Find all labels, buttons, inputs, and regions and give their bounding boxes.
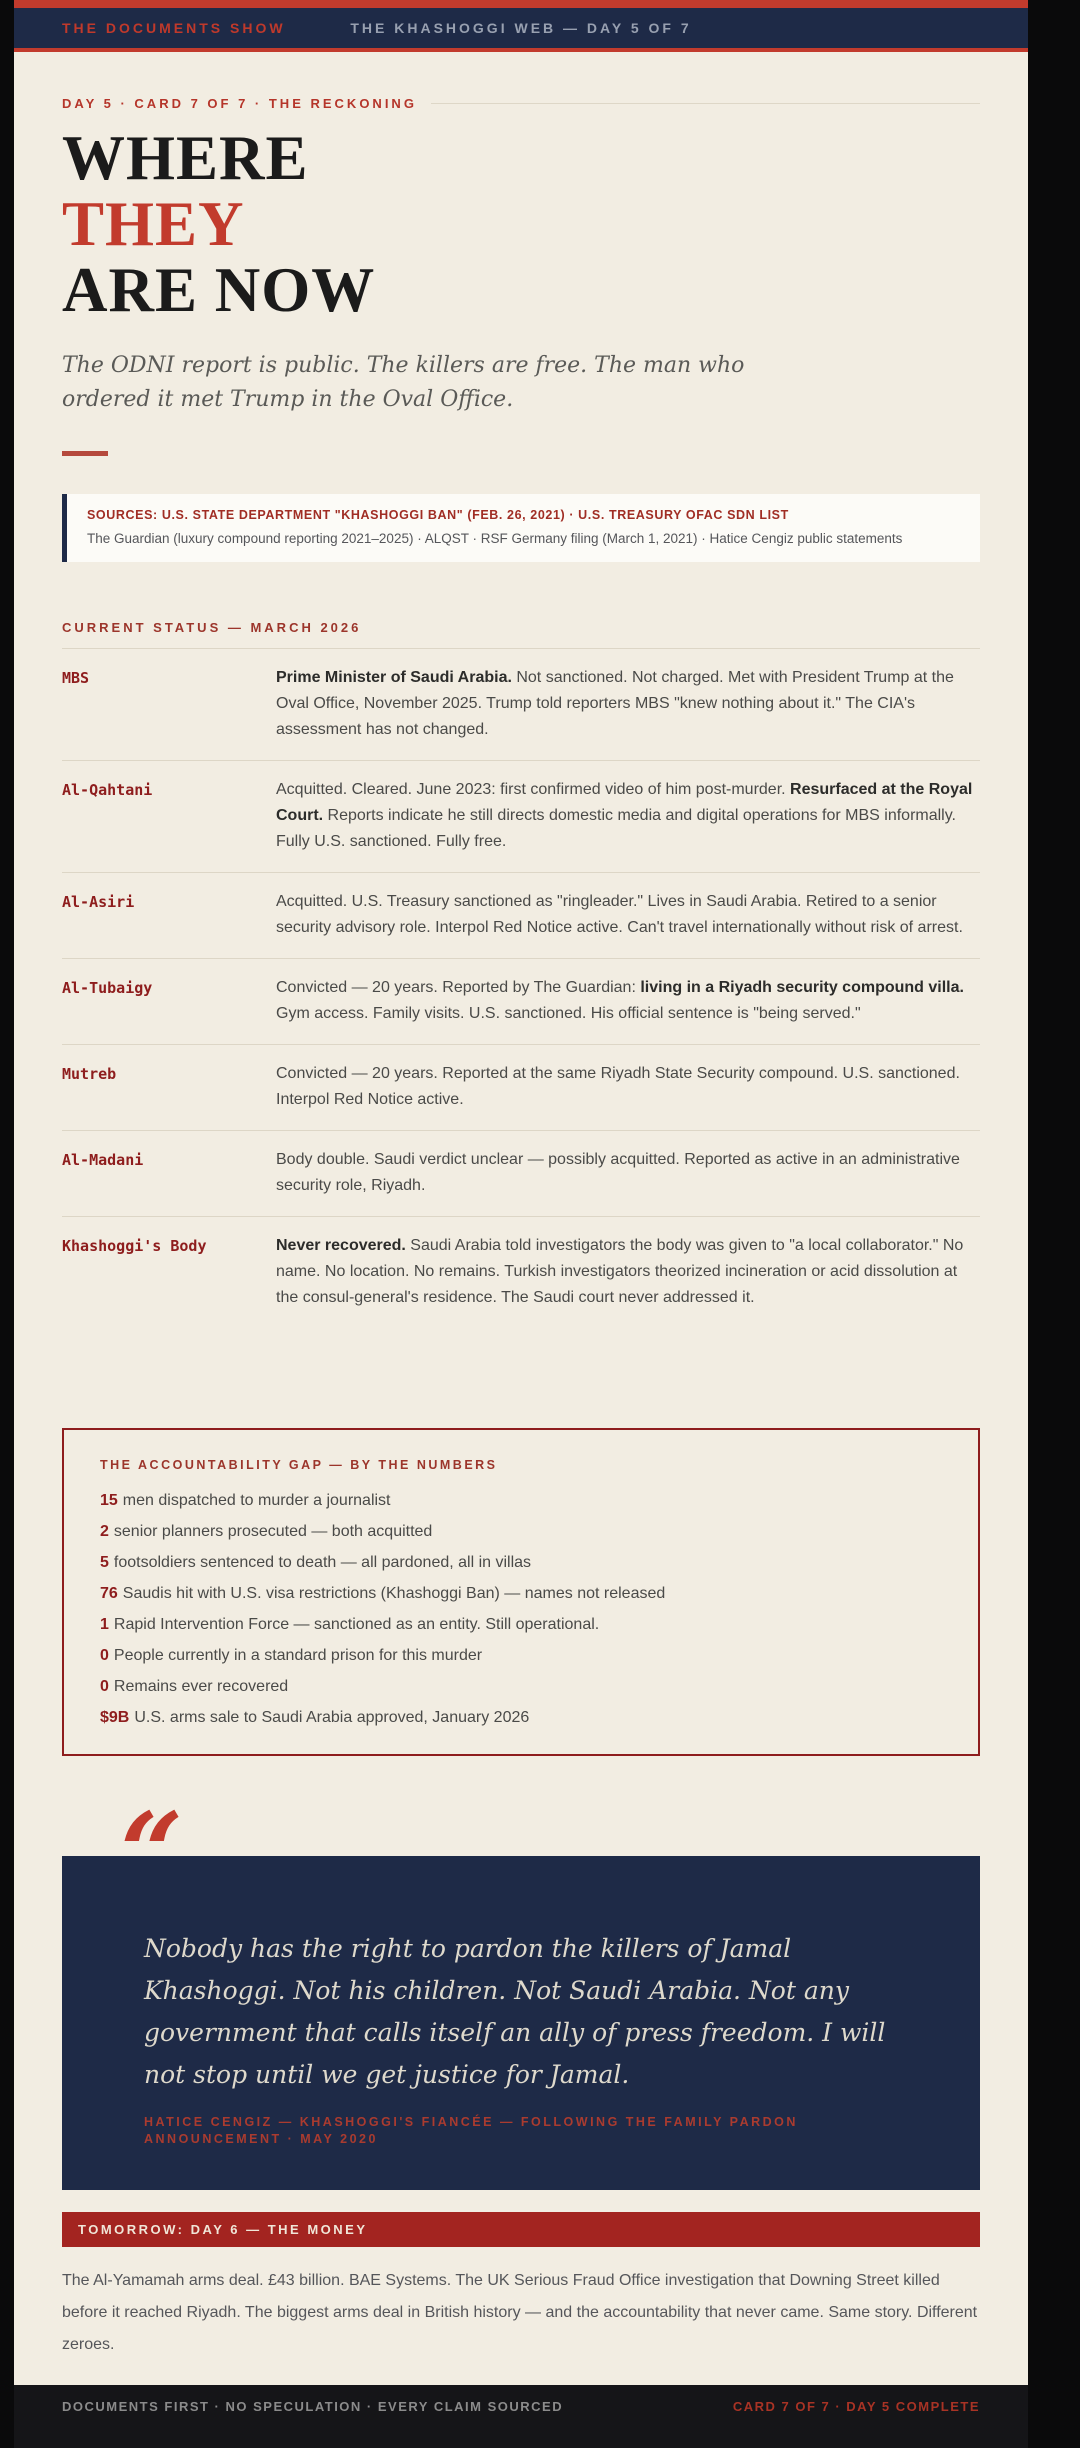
quote-icon: “ bbox=[120, 1788, 184, 1918]
status-row-name: Al-Qahtani bbox=[62, 781, 153, 800]
status-row-name: MBS bbox=[62, 669, 90, 688]
stat-line bbox=[100, 1615, 942, 1635]
card-content bbox=[14, 52, 1028, 2385]
pull-quote bbox=[62, 1788, 980, 2190]
stat-line bbox=[100, 1553, 942, 1573]
stat-text: footsoldiers sentenced to death — all pardoned, all in villas bbox=[113, 1554, 532, 1572]
accent-rule bbox=[62, 451, 108, 456]
stat-value: 15 bbox=[100, 1492, 118, 1510]
title-line-3: ARE NOW bbox=[62, 255, 376, 326]
stat-line bbox=[100, 1677, 942, 1697]
status-row-description: Never recovered. Saudi Arabia told investigators the body was given to "a local collaborator." No name. No location. No remains. Turkish investigators theorized incineration or acid dissolution at the consul-general's residence. The Saudi court never addressed it. bbox=[276, 1237, 964, 1307]
tomorrow-banner: TOMORROW: DAY 6 — THE MONEY bbox=[62, 2212, 980, 2247]
stat-text: senior planners prosecuted — both acquitted bbox=[113, 1523, 433, 1541]
status-row bbox=[62, 760, 980, 872]
sources-primary: SOURCES: U.S. STATE DEPARTMENT "KHASHOGGI BAN" (FEB. 26, 2021) · U.S. TREASURY OFAC SDN LIST bbox=[87, 508, 789, 523]
stat-text: Remains ever recovered bbox=[113, 1678, 289, 1696]
footer-motto: DOCUMENTS FIRST · NO SPECULATION · EVERY CLAIM SOURCED bbox=[62, 2399, 564, 2415]
eyebrow-label: DAY 5 · CARD 7 OF 7 · THE RECKONING bbox=[62, 96, 417, 111]
stat-text: U.S. arms sale to Saudi Arabia approved, January 2026 bbox=[134, 1709, 530, 1727]
brand-label: THE DOCUMENTS SHOW bbox=[62, 20, 286, 36]
stat-line bbox=[100, 1708, 942, 1728]
eyebrow-divider bbox=[431, 103, 980, 104]
status-row-name: Al-Madani bbox=[62, 1151, 144, 1170]
status-row bbox=[62, 1216, 980, 1328]
tomorrow-teaser: The Al-Yamamah arms deal. £43 billion. BAE Systems. The UK Serious Fraud Office investigation that Downing Street killed before it reached Riyadh. The biggest arms deal in British history — and the accountability that never came. Same story. Different zeroes. bbox=[62, 2272, 978, 2354]
stat-line bbox=[100, 1584, 942, 1604]
title-line-2: THEY bbox=[62, 189, 245, 260]
status-section-label: CURRENT STATUS — MARCH 2026 bbox=[62, 620, 980, 649]
status-row-description: Convicted — 20 years. Reported at the same Riyadh State Security compound. U.S. sanctioned. Interpol Red Notice active. bbox=[276, 1065, 960, 1109]
accountability-box bbox=[62, 1428, 980, 1756]
accountability-list bbox=[100, 1491, 942, 1728]
stat-text: men dispatched to murder a journalist bbox=[122, 1492, 391, 1510]
status-row-description: Convicted — 20 years. Reported by The Guardian: living in a Riyadh security compound villa. Gym access. Family visits. U.S. sanctioned. His official sentence is "being served." bbox=[276, 979, 964, 1023]
status-row-description: Acquitted. Cleared. June 2023: first confirmed video of him post-murder. Resurfaced at the Royal Court. Reports indicate he still directs domestic media and digital operations for MBS informally. Fully U.S. sanctioned. Fully free. bbox=[276, 781, 973, 851]
eyebrow bbox=[62, 96, 980, 111]
status-row-description: Prime Minister of Saudi Arabia. Not sanctioned. Not charged. Met with President Trump at the Oval Office, November 2025. Trump told reporters MBS "knew nothing about it." The CIA's assessment has not changed. bbox=[276, 669, 954, 739]
stat-line bbox=[100, 1491, 942, 1511]
stat-value: 5 bbox=[100, 1554, 109, 1572]
footer bbox=[14, 2385, 1028, 2448]
status-row-name: Khashoggi's Body bbox=[62, 1237, 207, 1256]
status-row-name: Mutreb bbox=[62, 1065, 117, 1084]
stat-value: 0 bbox=[100, 1678, 109, 1696]
quote-text: Nobody has the right to pardon the killers of Jamal Khashoggi. Not his children. Not Saudi Arabia. Not any government that calls itself an ally of press freedom. I will not stop until we get justice for Jamal. bbox=[144, 1934, 886, 2090]
subtitle: The ODNI report is public. The killers are free. The man who ordered it met Trump in the Oval Office. bbox=[62, 353, 745, 413]
quote-attribution: HATICE CENGIZ — KHASHOGGI'S FIANCÉE — FOLLOWING THE FAMILY PARDON ANNOUNCEMENT · MAY 2020 bbox=[144, 2115, 798, 2147]
stat-value: 0 bbox=[100, 1647, 109, 1665]
status-row-name: Al-Asiri bbox=[62, 893, 135, 912]
status-row-description: Acquitted. U.S. Treasury sanctioned as "ringleader." Lives in Saudi Arabia. Retired to a senior security advisory role. Interpol Red Notice active. Can't travel internationally without risk of arrest. bbox=[276, 893, 963, 937]
status-row bbox=[62, 1130, 980, 1216]
stat-value: 2 bbox=[100, 1523, 109, 1541]
status-row bbox=[62, 1044, 980, 1130]
title-line-1: WHERE bbox=[62, 123, 309, 193]
stat-text: People currently in a standard prison for this murder bbox=[113, 1647, 483, 1665]
stat-text: Saudis hit with U.S. visa restrictions (Khashoggi Ban) — names not released bbox=[122, 1585, 666, 1603]
status-row-name: Al-Tubaigy bbox=[62, 979, 153, 998]
stat-value: $9B bbox=[100, 1709, 130, 1727]
stat-text: Rapid Intervention Force — sanctioned as an entity. Still operational. bbox=[113, 1616, 600, 1634]
status-row bbox=[62, 872, 980, 958]
footer-progress: CARD 7 OF 7 · DAY 5 COMPLETE bbox=[732, 2399, 980, 2415]
status-table bbox=[62, 649, 980, 1328]
page bbox=[14, 0, 1028, 2448]
status-row bbox=[62, 958, 980, 1044]
stat-line bbox=[100, 1646, 942, 1666]
sources-secondary: The Guardian (luxury compound reporting 2021–2025) · ALQST · RSF Germany filing (March 1, 2021) · Hatice Cengiz public statements bbox=[87, 531, 903, 547]
series-title: THE KHASHOGGI WEB — DAY 5 OF 7 bbox=[350, 20, 692, 36]
status-row bbox=[62, 649, 980, 760]
stat-line bbox=[100, 1522, 942, 1542]
accountability-title: THE ACCOUNTABILITY GAP — BY THE NUMBERS bbox=[100, 1458, 498, 1473]
status-row-description: Body double. Saudi verdict unclear — possibly acquitted. Reported as active in an administrative security role, Riyadh. bbox=[276, 1151, 960, 1195]
sources-box bbox=[62, 494, 980, 562]
top-bar bbox=[14, 0, 1028, 52]
page-title bbox=[62, 123, 980, 326]
stat-value: 1 bbox=[100, 1616, 109, 1634]
stat-value: 76 bbox=[100, 1585, 118, 1603]
